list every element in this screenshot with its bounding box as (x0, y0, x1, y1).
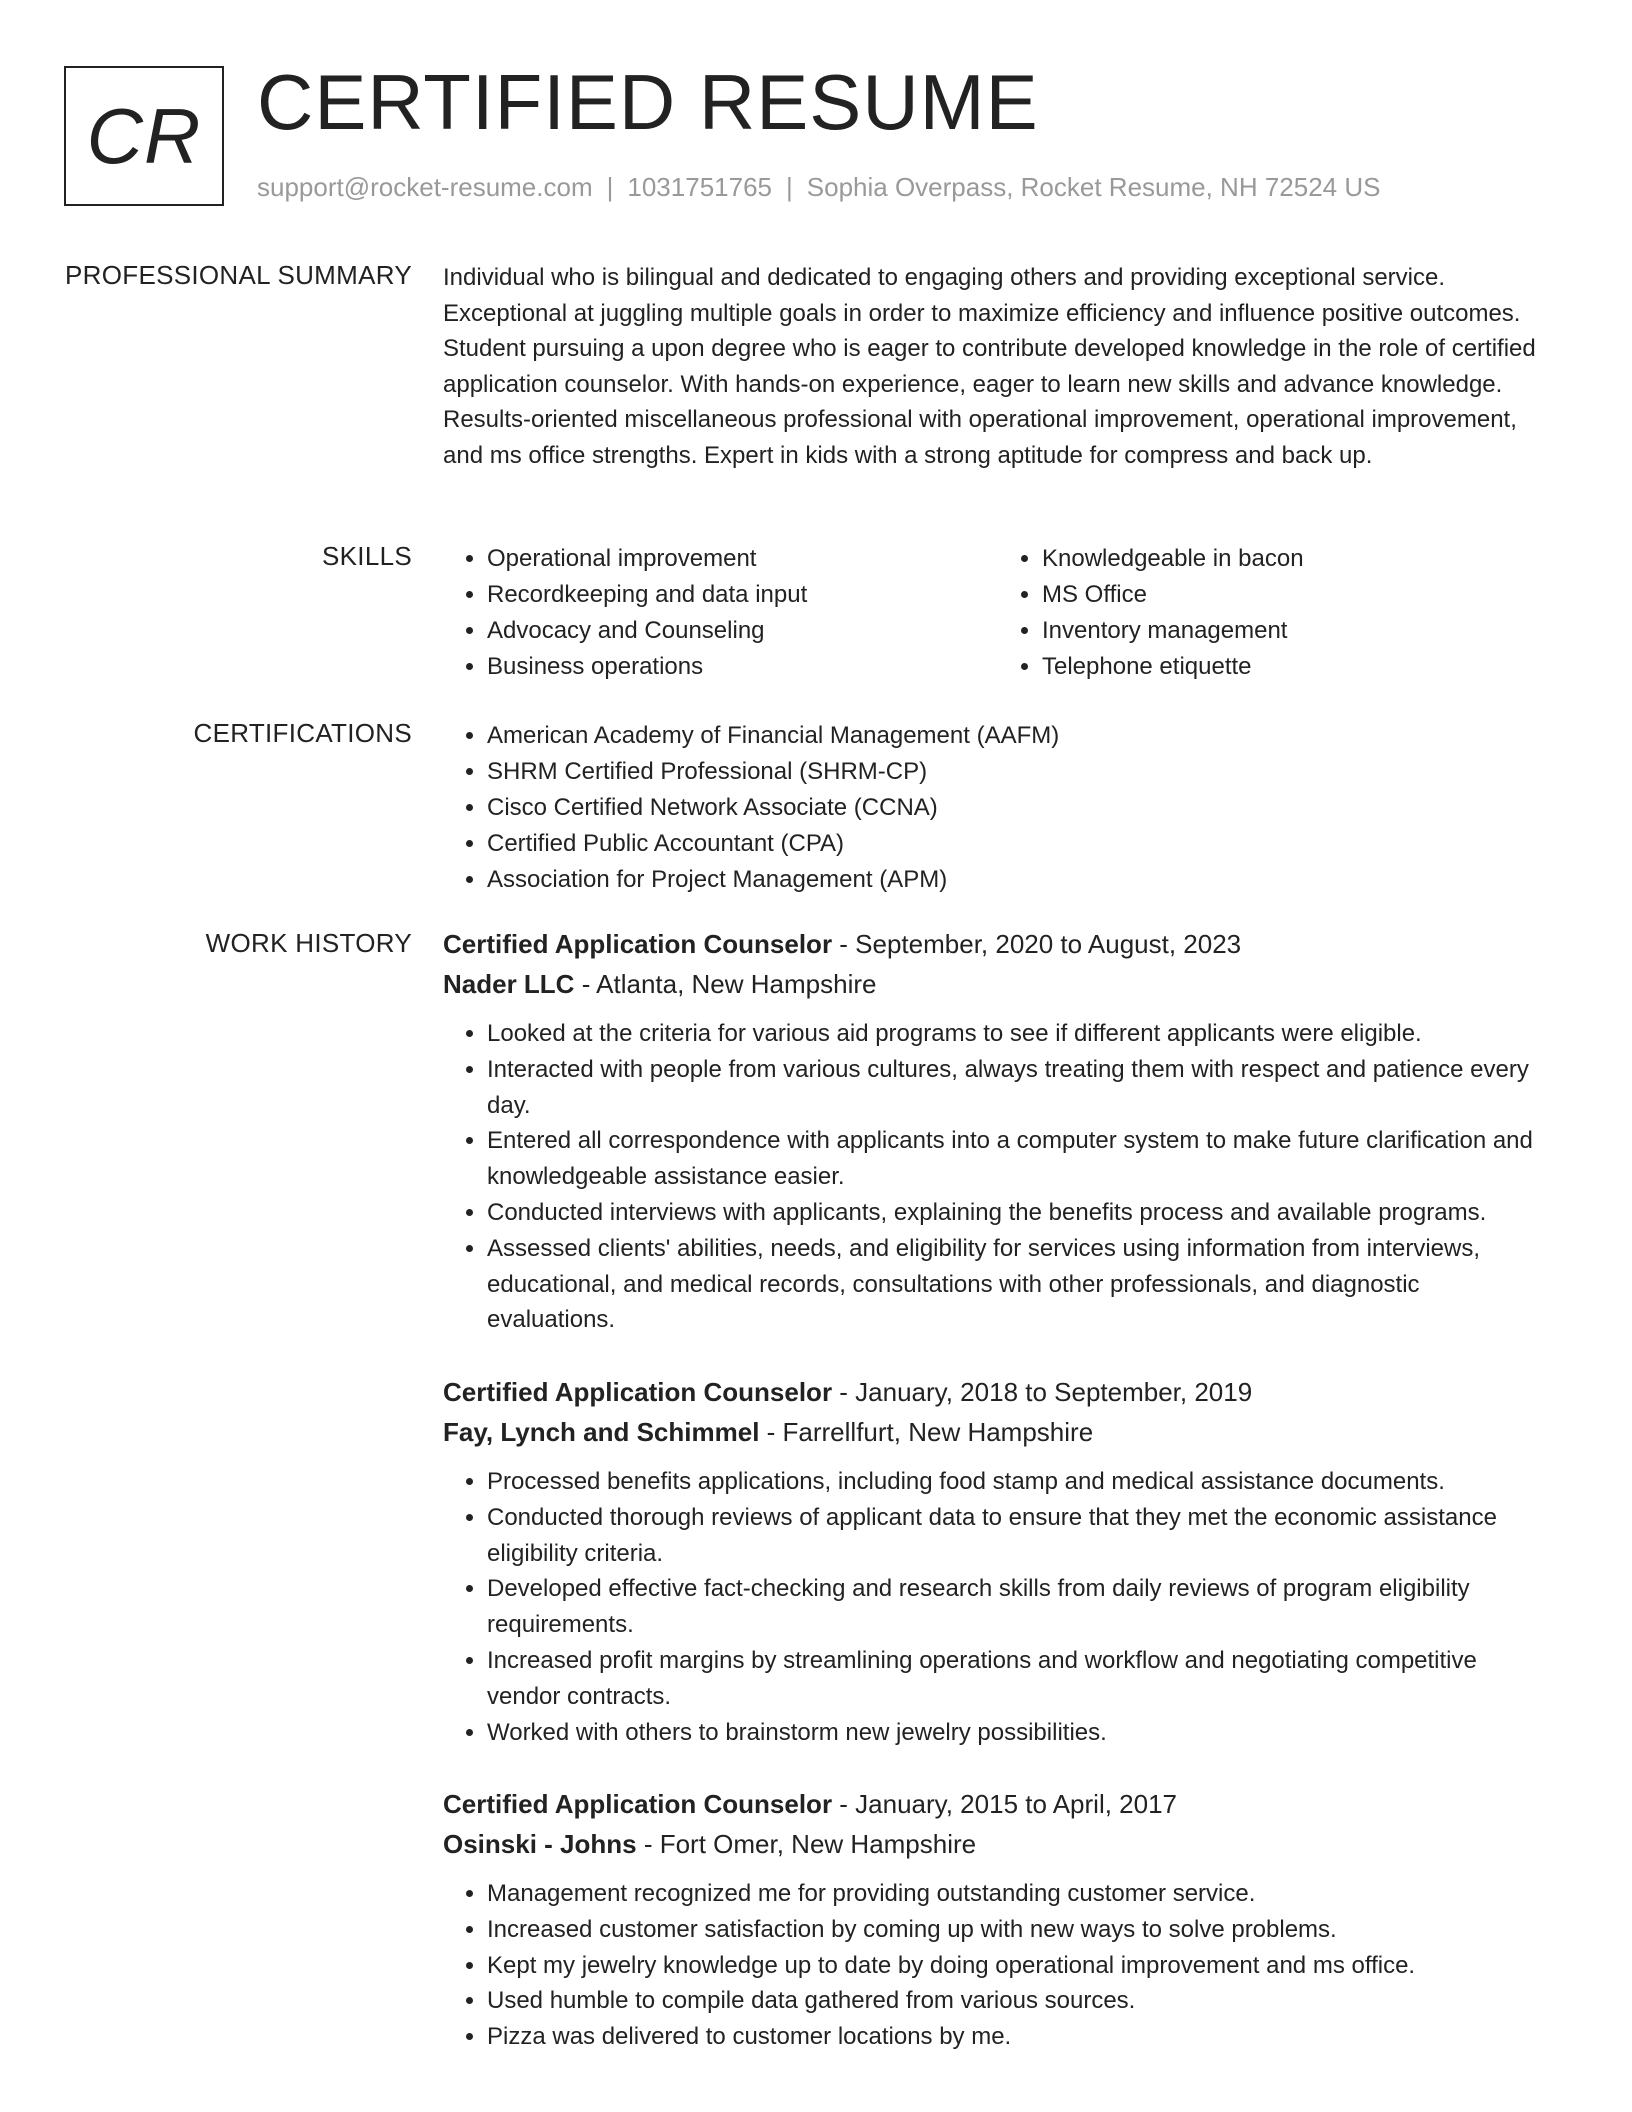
job-bullet: • Processed benefits applications, including food stamp and medical assistance documents. (487, 1464, 1553, 1500)
skill-item: • Inventory management (1042, 613, 1553, 649)
job-bullet: • Entered all correspondence with applicants into a computer system to make future clarification and knowledgeable assistance easier. (487, 1123, 1553, 1195)
skills-list-left (443, 541, 998, 685)
job-title: Certified Application Counselor (443, 1789, 833, 1819)
skill-item: • Advocacy and Counseling (487, 613, 998, 649)
certification-item: • American Academy of Financial Management (AAFM) (487, 718, 1553, 754)
skill-item: • Business operations (487, 649, 998, 685)
resume-name-heading: CERTIFIED RESUME (257, 58, 1039, 146)
job-title: Certified Application Counselor (443, 1377, 833, 1407)
contact-line (257, 172, 1380, 203)
monogram-logo: CR (64, 66, 224, 206)
job-dates: - September, 2020 to August, 2023 (832, 929, 1242, 959)
job-entry (443, 924, 1553, 1338)
certification-item: • Cisco Certified Network Associate (CCNA) (487, 790, 1553, 826)
job-title-line (443, 1784, 1553, 1824)
certification-item: • Association for Project Management (APM) (487, 862, 1553, 898)
job-entry (443, 1372, 1553, 1750)
job-company: Osinski - Johns (443, 1829, 637, 1859)
contact-email[interactable]: support@rocket-resume.com (257, 172, 593, 202)
skills-list-right (998, 541, 1553, 685)
section-label-work-history: WORK HISTORY (205, 928, 412, 958)
certifications-list (443, 718, 1553, 898)
job-entry (443, 1784, 1553, 2055)
job-title-line (443, 924, 1553, 964)
summary-text: Individual who is bilingual and dedicated to engaging others and providing exceptional service. Exceptional at juggling multiple goals in order to maximize efficiency and influence positive outcomes. Student pursuing a upon degree who is eager to contribute developed knowledge in the role of certified application counselor. With hands-on experience, eager to learn new skills and advance knowledge. Results-oriented miscellaneous professional with operational improvement, operational improvement, and ms office strengths. Expert in kids with a strong aptitude for compress and back up. (443, 264, 1536, 469)
job-dates: - January, 2018 to September, 2019 (832, 1377, 1253, 1407)
job-bullet: • Interacted with people from various cultures, always treating them with respect and patience every day. (487, 1052, 1553, 1124)
job-bullet: • Increased customer satisfaction by coming up with new ways to solve problems. (487, 1912, 1553, 1948)
section-label-summary: PROFESSIONAL SUMMARY (65, 260, 412, 290)
section-label-certifications: CERTIFICATIONS (193, 718, 412, 748)
contact-separator: | (786, 172, 793, 202)
skill-item: • Operational improvement (487, 541, 998, 577)
skill-item: • Knowledgeable in bacon (1042, 541, 1553, 577)
job-company-line (443, 964, 1553, 1004)
job-bullet: • Developed effective fact-checking and research skills from daily reviews of program eligibility requirements. (487, 1571, 1553, 1643)
job-location: - Farrellfurt, New Hampshire (759, 1417, 1094, 1447)
job-bullet: • Management recognized me for providing outstanding customer service. (487, 1876, 1553, 1912)
skill-item: • Recordkeeping and data input (487, 577, 998, 613)
job-title-line (443, 1372, 1553, 1412)
job-company-line (443, 1824, 1553, 1864)
certification-item: • SHRM Certified Professional (SHRM-CP) (487, 754, 1553, 790)
contact-phone[interactable]: 1031751765 (627, 172, 772, 202)
job-bullet: • Increased profit margins by streamlining operations and workflow and negotiating competitive vendor contracts. (487, 1643, 1553, 1715)
job-bullet: • Conducted thorough reviews of applicant data to ensure that they met the economic assistance eligibility criteria. (487, 1500, 1553, 1572)
job-bullets (443, 1876, 1553, 2055)
job-bullet: • Used humble to compile data gathered from various sources. (487, 1983, 1553, 2019)
contact-separator: | (606, 172, 614, 202)
skills-grid (443, 541, 1553, 685)
job-company: Nader LLC (443, 969, 575, 999)
section-label-skills: SKILLS (322, 541, 412, 571)
job-bullets (443, 1016, 1553, 1338)
contact-address: Sophia Overpass, Rocket Resume, NH 72524 US (806, 172, 1381, 202)
job-company-line (443, 1412, 1553, 1452)
skill-item: • Telephone etiquette (1042, 649, 1553, 685)
job-location: - Atlanta, New Hampshire (574, 969, 877, 999)
job-dates: - January, 2015 to April, 2017 (832, 1789, 1178, 1819)
job-bullet: • Looked at the criteria for various aid programs to see if different applicants were eligible. (487, 1016, 1553, 1052)
job-company: Fay, Lynch and Schimmel (443, 1417, 760, 1447)
skill-item: • MS Office (1042, 577, 1553, 613)
certification-item: • Certified Public Accountant (CPA) (487, 826, 1553, 862)
job-bullet: • Worked with others to brainstorm new jewelry possibilities. (487, 1715, 1553, 1751)
job-bullet: • Pizza was delivered to customer locations by me. (487, 2019, 1553, 2055)
job-bullet: • Kept my jewelry knowledge up to date by doing operational improvement and ms office. (487, 1948, 1553, 1984)
job-bullet: • Assessed clients' abilities, needs, and eligibility for services using information from interviews, educational, and medical records, consultations with other professionals, and diagnostic evaluations. (487, 1231, 1553, 1338)
job-bullets (443, 1464, 1553, 1750)
job-location: - Fort Omer, New Hampshire (636, 1829, 977, 1859)
job-title: Certified Application Counselor (443, 929, 833, 959)
job-bullet: • Conducted interviews with applicants, explaining the benefits process and available programs. (487, 1195, 1553, 1231)
